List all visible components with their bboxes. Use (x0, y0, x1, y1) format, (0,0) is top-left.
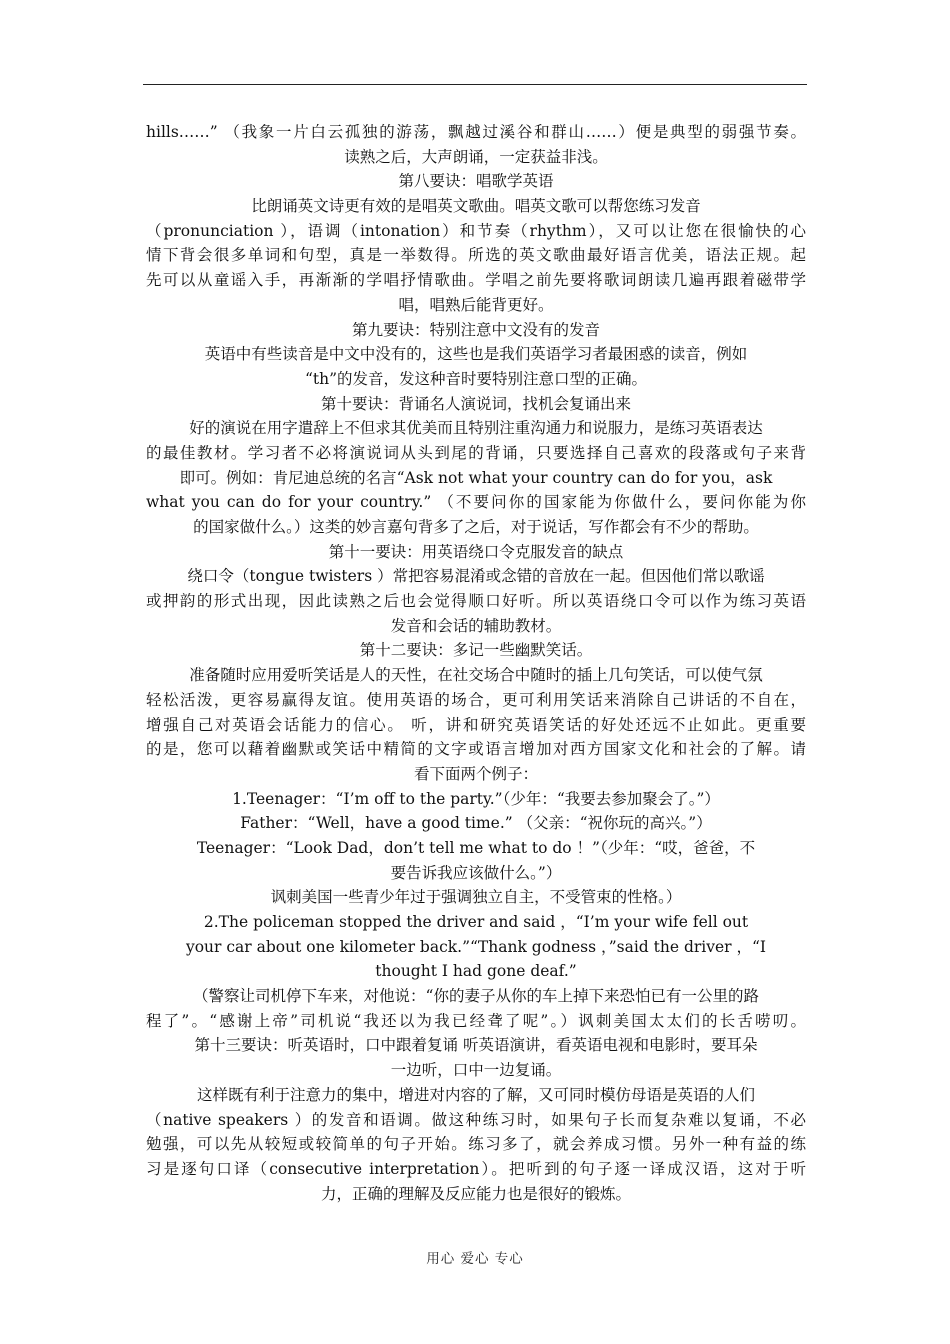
text-line: your car about one kilometer back.”“Thank godness ，”said the driver ，“I (185, 937, 767, 956)
text-line: thought I had gone deaf.” (375, 962, 577, 981)
text-line: 第十一要诀：用英语绕口令克服发音的缺点 (328, 542, 624, 561)
text-line: 即可。例如：肯尼迪总统的名言“Ask not what your country can do for you，ask (179, 468, 773, 487)
text-line: 这样既有利于注意力的集中，增进对内容的了解，又可同时模仿母语是英语的人们 (196, 1085, 755, 1104)
text-line: Father：“Well，have a good time.” （父亲：“祝你玩的高兴。”） (240, 814, 712, 833)
text-line: 第十二要诀：多记一些幽默笑话。 (359, 641, 593, 660)
text-line: 情下背会很多单词和句型，真是一举数得。所选的英文歌曲最好语言优美，语法正规。起 (146, 246, 806, 265)
text-line: 读熟之后，大声朗诵，一定获益非浅。 (344, 147, 608, 166)
text-line: （native speakers ）的发音和语调。做这种练习时，如果句子长而复杂难以复诵，不必 (146, 1110, 806, 1129)
text-line: 发音和会话的辅助教材。 (390, 616, 562, 635)
text-line: 或押韵的形式出现，因此读熟之后也会觉得顺口好听。所以英语绕口令可以作为练习英语 (146, 592, 806, 611)
text-line: 唱，唱熟后能背更好。 (398, 295, 554, 314)
text-line: 绕口令（tongue twisters ）常把容易混淆或念错的音放在一起。但因他们常以歌谣 (187, 567, 765, 586)
text-line: （pronunciation ），语调（intonation）和节奏（rhythm），又可以让您在很愉快的心 (146, 221, 806, 240)
text-line: Teenager：“Look Dad，don’t tell me what to do ！”（少年：“哎，爸爸，不 (196, 838, 756, 857)
text-line: 的国家做什么。）这类的妙言嘉句背多了之后，对于说话，写作都会有不少的帮助。 (193, 518, 759, 536)
text-line: （警察让司机停下车来，对他说：“你的妻子从你的车上掉下来恐怕已有一公里的路 (193, 987, 759, 1006)
text-line: 的是，您可以藉着幽默或笑话中精简的文字或语言增加对西方国家文化和社会的了解。请 (146, 740, 806, 759)
text-line: 讽刺美国一些青少年过于强调独立自主，不受管束的性格。） (270, 888, 682, 907)
text-line: 准备随时应用爱听笑话是人的天性，在社交场合中随时的插上几句笑话，可以使气氛 (189, 666, 763, 685)
text-line: 先可以从童谣入手，再渐渐的学唱抒情歌曲。学唱之前先要将歌词朗读几遍再跟着磁带学 (146, 271, 806, 290)
text-line: 轻松活泼，更容易赢得友谊。使用英语的场合，更可利用笑话来消除自己讲话的不自在， (146, 690, 806, 709)
document-body (146, 120, 806, 1206)
text-line: 看下面两个例子： (413, 764, 538, 783)
text-line: 要告诉我应该做什么。”） (390, 863, 562, 882)
text-line: 力，正确的理解及反应能力也是很好的锻炼。 (320, 1184, 631, 1203)
text-line: 的最佳教材。学习者不必将演说词从头到尾的背诵，只要选择自己喜欢的段落或句子来背 (146, 443, 806, 462)
text-line: 2.The policeman stopped the driver and said ，“I’m your wife fell out (203, 913, 749, 931)
page-footer: 用心 爱心 专心 (426, 1251, 524, 1267)
text-line: 好的演说在用字遣辞上不但求其优美而且特别注重沟通力和说服力，是练习英语表达 (189, 419, 763, 438)
text-line: 1.Teenager：“I’m off to the party.”（少年：“我要去参加聚会了。”） (232, 789, 720, 808)
text-line: 第九要诀：特别注意中文没有的发音 (351, 320, 600, 339)
text-line: 第十三要诀：听英语时，口中跟着复诵 听英语演讲，看英语电视和电影时，要耳朵 (194, 1036, 758, 1055)
text-line: 习是逐句口译（consecutive interpretation）。把听到的句子逐一译成汉语，这对于听 (146, 1159, 806, 1178)
text-line: 增强自己对英语会话能力的信心。 听，讲和研究英语笑话的好处还远不止如此。更重要 (146, 715, 806, 734)
text-line: 比朗诵英文诗更有效的是唱英文歌曲。唱英文歌可以帮您练习发音 (251, 197, 701, 216)
text-line: what you can do for your country.” （不要问你的国家能为你做什么，要问你能为你 (146, 493, 806, 512)
text-line: 英语中有些读音是中文中没有的，这些也是我们英语学习者最困惑的读音，例如 (204, 345, 748, 364)
text-line: 一边听，口中一边复诵。 (390, 1061, 562, 1080)
text-line: 勉强，可以先从较短或较简单的句子开始。练习多了，就会养成习惯。另外一种有益的练 (146, 1135, 806, 1154)
text-line: hills……” （我象一片白云孤独的游荡，飘越过溪谷和群山……）便是典型的弱强节奏。 (146, 123, 806, 141)
header-rule (143, 84, 807, 85)
text-line: 第八要诀：唱歌学英语 (398, 172, 554, 191)
text-line: 程了”。“感谢上帝”司机说“我还以为我已经聋了呢”。）讽刺美国太太们的长舌唠叨。 (146, 1011, 806, 1030)
text-line: 第十要诀：背诵名人演说词，找机会复诵出来 (320, 394, 631, 413)
text-line: “th”的发音，发这种音时要特别注意口型的正确。 (304, 369, 648, 388)
